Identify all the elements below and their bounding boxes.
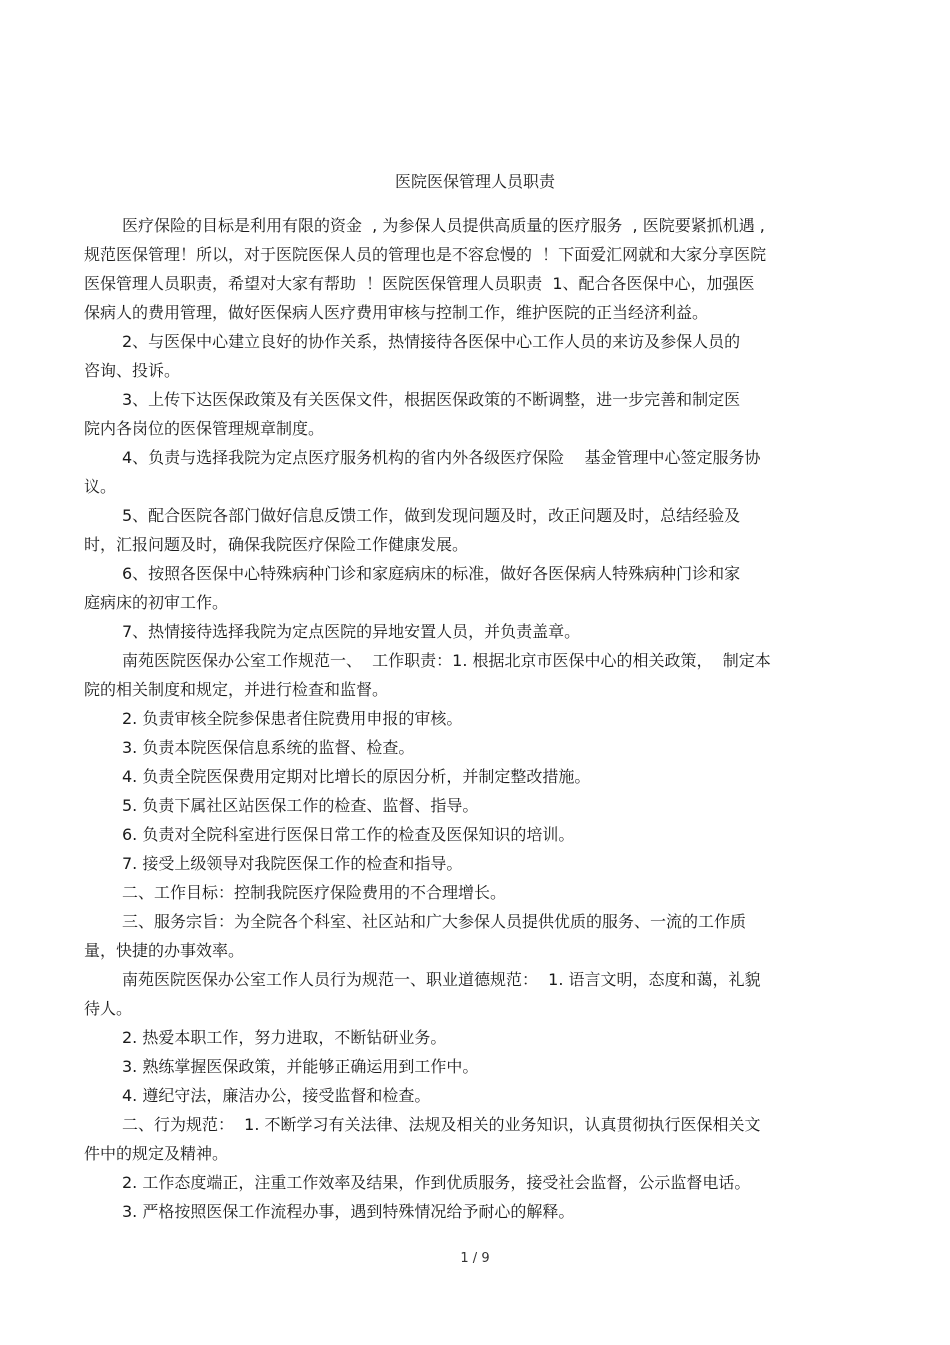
text-line: 5. 负责下属社区站医保工作的检查、监督、指导。 (122, 796, 479, 815)
text-line: 咨询、投诉。 (84, 361, 181, 380)
text-line: 7. 接受上级领导对我院医保工作的检查和指导。 (122, 854, 463, 873)
text-line: 医保管理人员职责，希望对大家有帮助 ！医院医保管理人员职责 1、配合各医保中心，加强医 (84, 274, 755, 293)
text-line: 3、上传下达医保政策及有关医保文件，根据医保政策的不断调整，进一步完善和制定医 (122, 390, 741, 409)
text-line: 保病人的费用管理，做好医保病人医疗费用审核与控制工作，维护医院的正当经济利益。 (84, 303, 709, 322)
text-line: 时，汇报问题及时，确保我院医疗保险工作健康发展。 (84, 535, 469, 554)
text-line: 4、负责与选择我院为定点医疗服务机构的省内外各级医疗保险 基金管理中心签定服务协 (122, 448, 761, 467)
text-line: 3. 严格按照医保工作流程办事，遇到特殊情况给予耐心的解释。 (122, 1202, 575, 1221)
page-indicator: 1 / 9 (460, 1251, 490, 1266)
text-line: 4. 负责全院医保费用定期对比增长的原因分析，并制定整改措施。 (122, 767, 591, 786)
text-line: 2. 热爱本职工作，努力进取，不断钻研业务。 (122, 1028, 447, 1047)
text-line: 量，快捷的办事效率。 (84, 941, 245, 960)
text-line: 待人。 (84, 999, 133, 1018)
text-line: 2、与医保中心建立良好的协作关系，热情接待各医保中心工作人员的来访及参保人员的 (122, 332, 741, 351)
text-line: 规范医保管理！所以，对于医院医保人员的管理也是不容怠慢的 ！下面爱汇网就和大家分享医院 (84, 245, 767, 264)
text-line: 南苑医院医保办公室工作人员行为规范一、职业道德规范： 1. 语言文明，态度和蔼，礼貌 (122, 970, 761, 989)
text-line: 二、工作目标：控制我院医疗保险费用的不合理增长。 (122, 883, 507, 902)
text-line: 院的相关制度和规定，并进行检查和监督。 (84, 680, 389, 699)
text-line: 南苑医院医保办公室工作规范一、 工作职责：1. 根据北京市医保中心的相关政策， 制定本 (122, 651, 771, 670)
text-line: 庭病床的初审工作。 (84, 593, 229, 612)
text-line: 2. 负责审核全院参保患者住院费用申报的审核。 (122, 709, 463, 728)
text-line: 件中的规定及精神。 (84, 1144, 229, 1163)
text-line: 2. 工作态度端正，注重工作效率及结果，作到优质服务，接受社会监督，公示监督电话。 (122, 1173, 751, 1192)
text-line: 3. 熟练掌握医保政策，并能够正确运用到工作中。 (122, 1057, 479, 1076)
text-line: 4. 遵纪守法，廉洁办公，接受监督和检查。 (122, 1086, 431, 1105)
text-line: 医疗保险的目标是利用有限的资金 , 为参保人员提供高质量的医疗服务 , 医院要紧抓机遇 , (122, 216, 765, 235)
text-line: 院内各岗位的医保管理规章制度。 (84, 419, 325, 438)
document-body (84, 211, 866, 1226)
text-line: 议。 (84, 477, 117, 496)
text-line: 6. 负责对全院科室进行医保日常工作的检查及医保知识的培训。 (122, 825, 575, 844)
document-title: 医院医保管理人员职责 (394, 172, 555, 191)
text-line: 5、配合医院各部门做好信息反馈工作，做到发现问题及时，改正问题及时，总结经验及 (122, 506, 741, 525)
text-line: 6、按照各医保中心特殊病种门诊和家庭病床的标准，做好各医保病人特殊病种门诊和家 (122, 564, 741, 583)
text-line: 二、行为规范： 1. 不断学习有关法律、法规及相关的业务知识，认真贯彻执行医保相关文 (122, 1115, 761, 1134)
text-line: 三、服务宗旨：为全院各个科室、社区站和广大参保人员提供优质的服务、一流的工作质 (122, 912, 747, 931)
text-line: 7、热情接待选择我院为定点医院的异地安置人员，并负责盖章。 (122, 622, 581, 641)
text-line: 3. 负责本院医保信息系统的监督、检查。 (122, 738, 415, 757)
